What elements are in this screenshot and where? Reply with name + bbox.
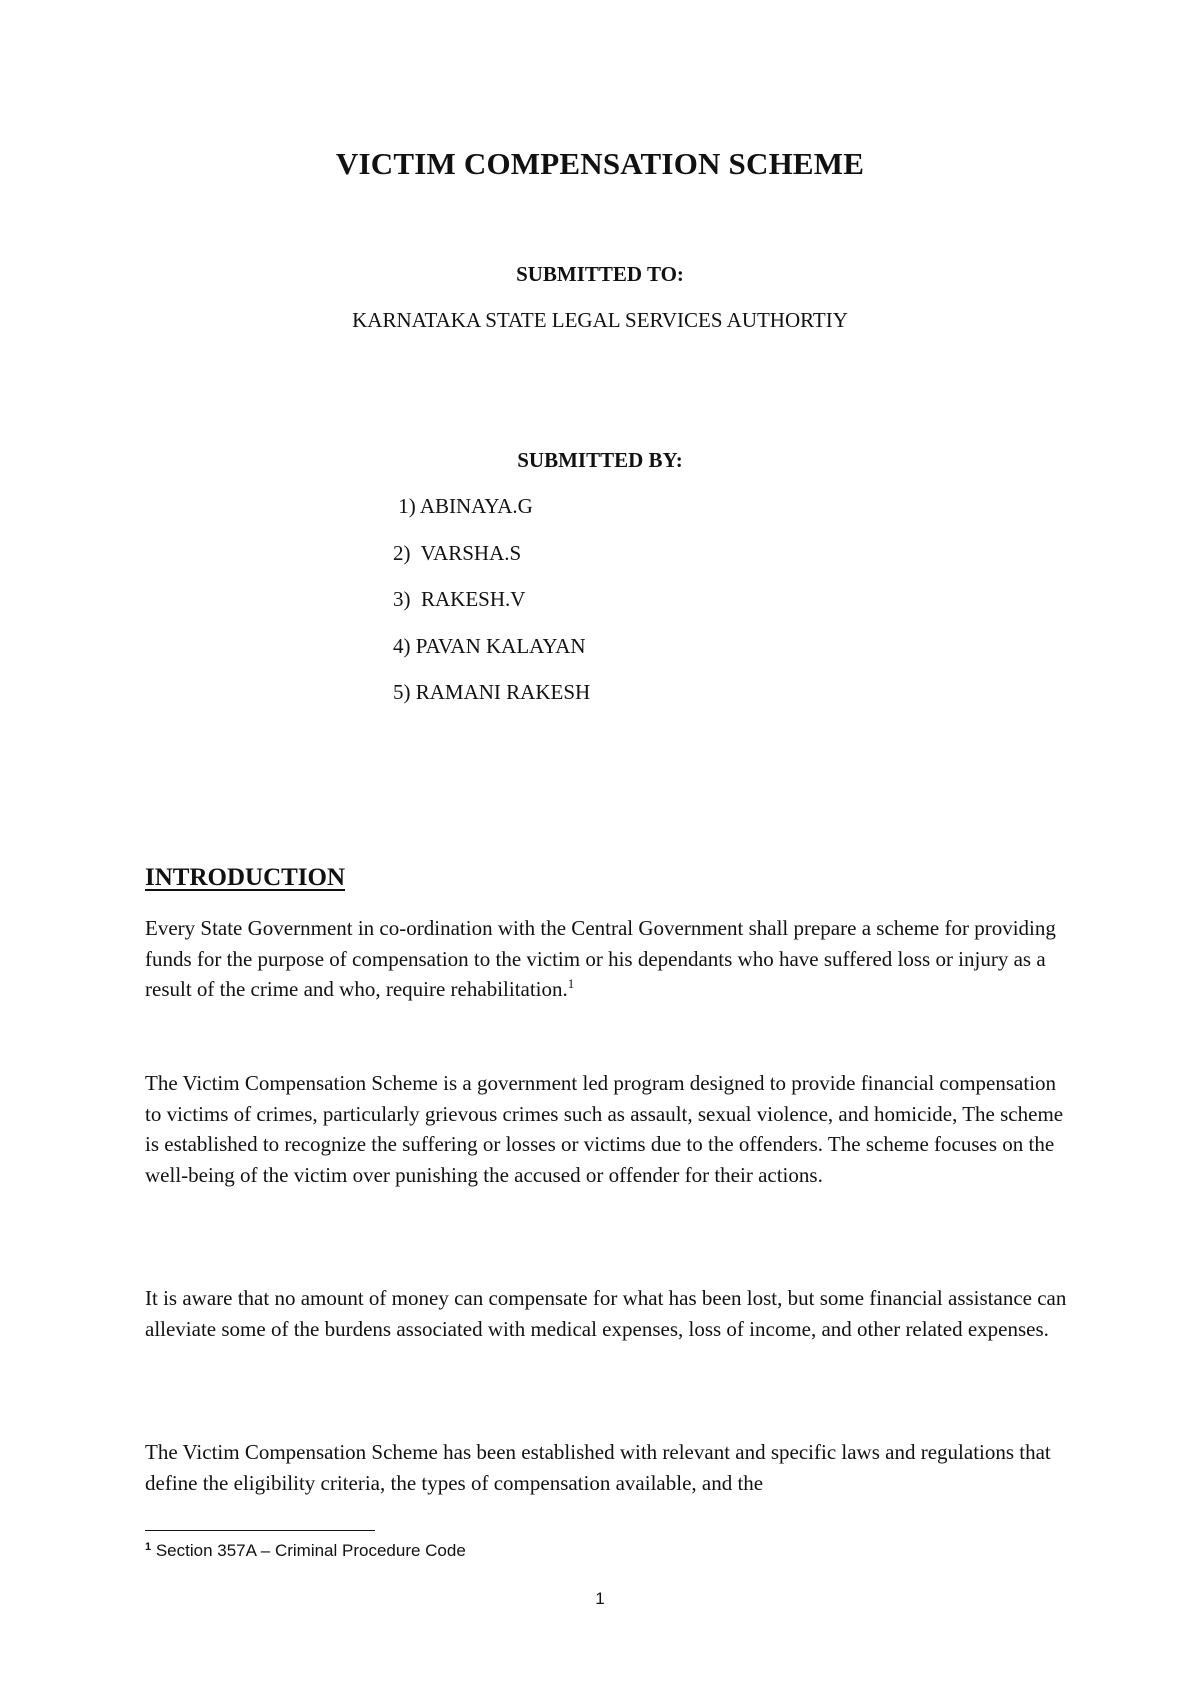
intro-paragraph-1 (145, 913, 1075, 1005)
member-item: 2) VARSHA.S (393, 540, 522, 565)
introduction-heading: INTRODUCTION (145, 864, 346, 891)
footnote (145, 1541, 466, 1561)
intro-paragraph-4: The Victim Compensation Scheme has been established with relevant and specific laws and regulations that define the eligibility criteria, the types of compensation available, and the (145, 1440, 1051, 1495)
document-title: VICTIM COMPENSATION SCHEME (335, 146, 865, 181)
footnote-separator (145, 1530, 375, 1531)
page-number: 1 (595, 1589, 605, 1608)
member-item: 1) ABINAYA.G (393, 494, 533, 518)
footnote-marker: 1 (145, 1541, 152, 1553)
footnote-text: Section 357A – Criminal Procedure Code (151, 1541, 466, 1560)
intro-paragraph-3: It is aware that no amount of money can compensate for what has been lost, but some financial assistance can alleviate some of the burdens associated with medical expenses, loss of income, and other related expenses. (145, 1286, 1067, 1341)
intro-paragraph-2: The Victim Compensation Scheme is a government led program designed to provide financial compensation to victims of crimes, particularly grievous crimes such as assault, sexual violence, and homicide, The scheme is established to recognize the suffering or losses or victims due to the offenders. The scheme focuses on the well-being of the victim over punishing the accused or offender for their actions. (145, 1071, 1064, 1187)
footnote-reference[interactable]: 1 (567, 976, 575, 991)
member-item: 5) RAMANI RAKESH (393, 680, 591, 704)
submitted-by-heading: SUBMITTED BY: (517, 448, 683, 472)
paragraph-text: Every State Government in co-ordination with the Central Government shall prepare a scheme for providing funds for the purpose of compensation to the victim or his dependants who have suffered loss or injury as a result of the crime and who, require rehabilitation. (145, 916, 1056, 1001)
member-item: 4) PAVAN KALAYAN (393, 633, 586, 658)
submitted-to-heading: SUBMITTED TO: (516, 262, 684, 286)
submitted-by-list (393, 494, 590, 727)
member-item: 3) RAKESH.V (393, 587, 526, 611)
submitted-to-name: KARNATAKA STATE LEGAL SERVICES AUTHORTIY (352, 308, 848, 332)
